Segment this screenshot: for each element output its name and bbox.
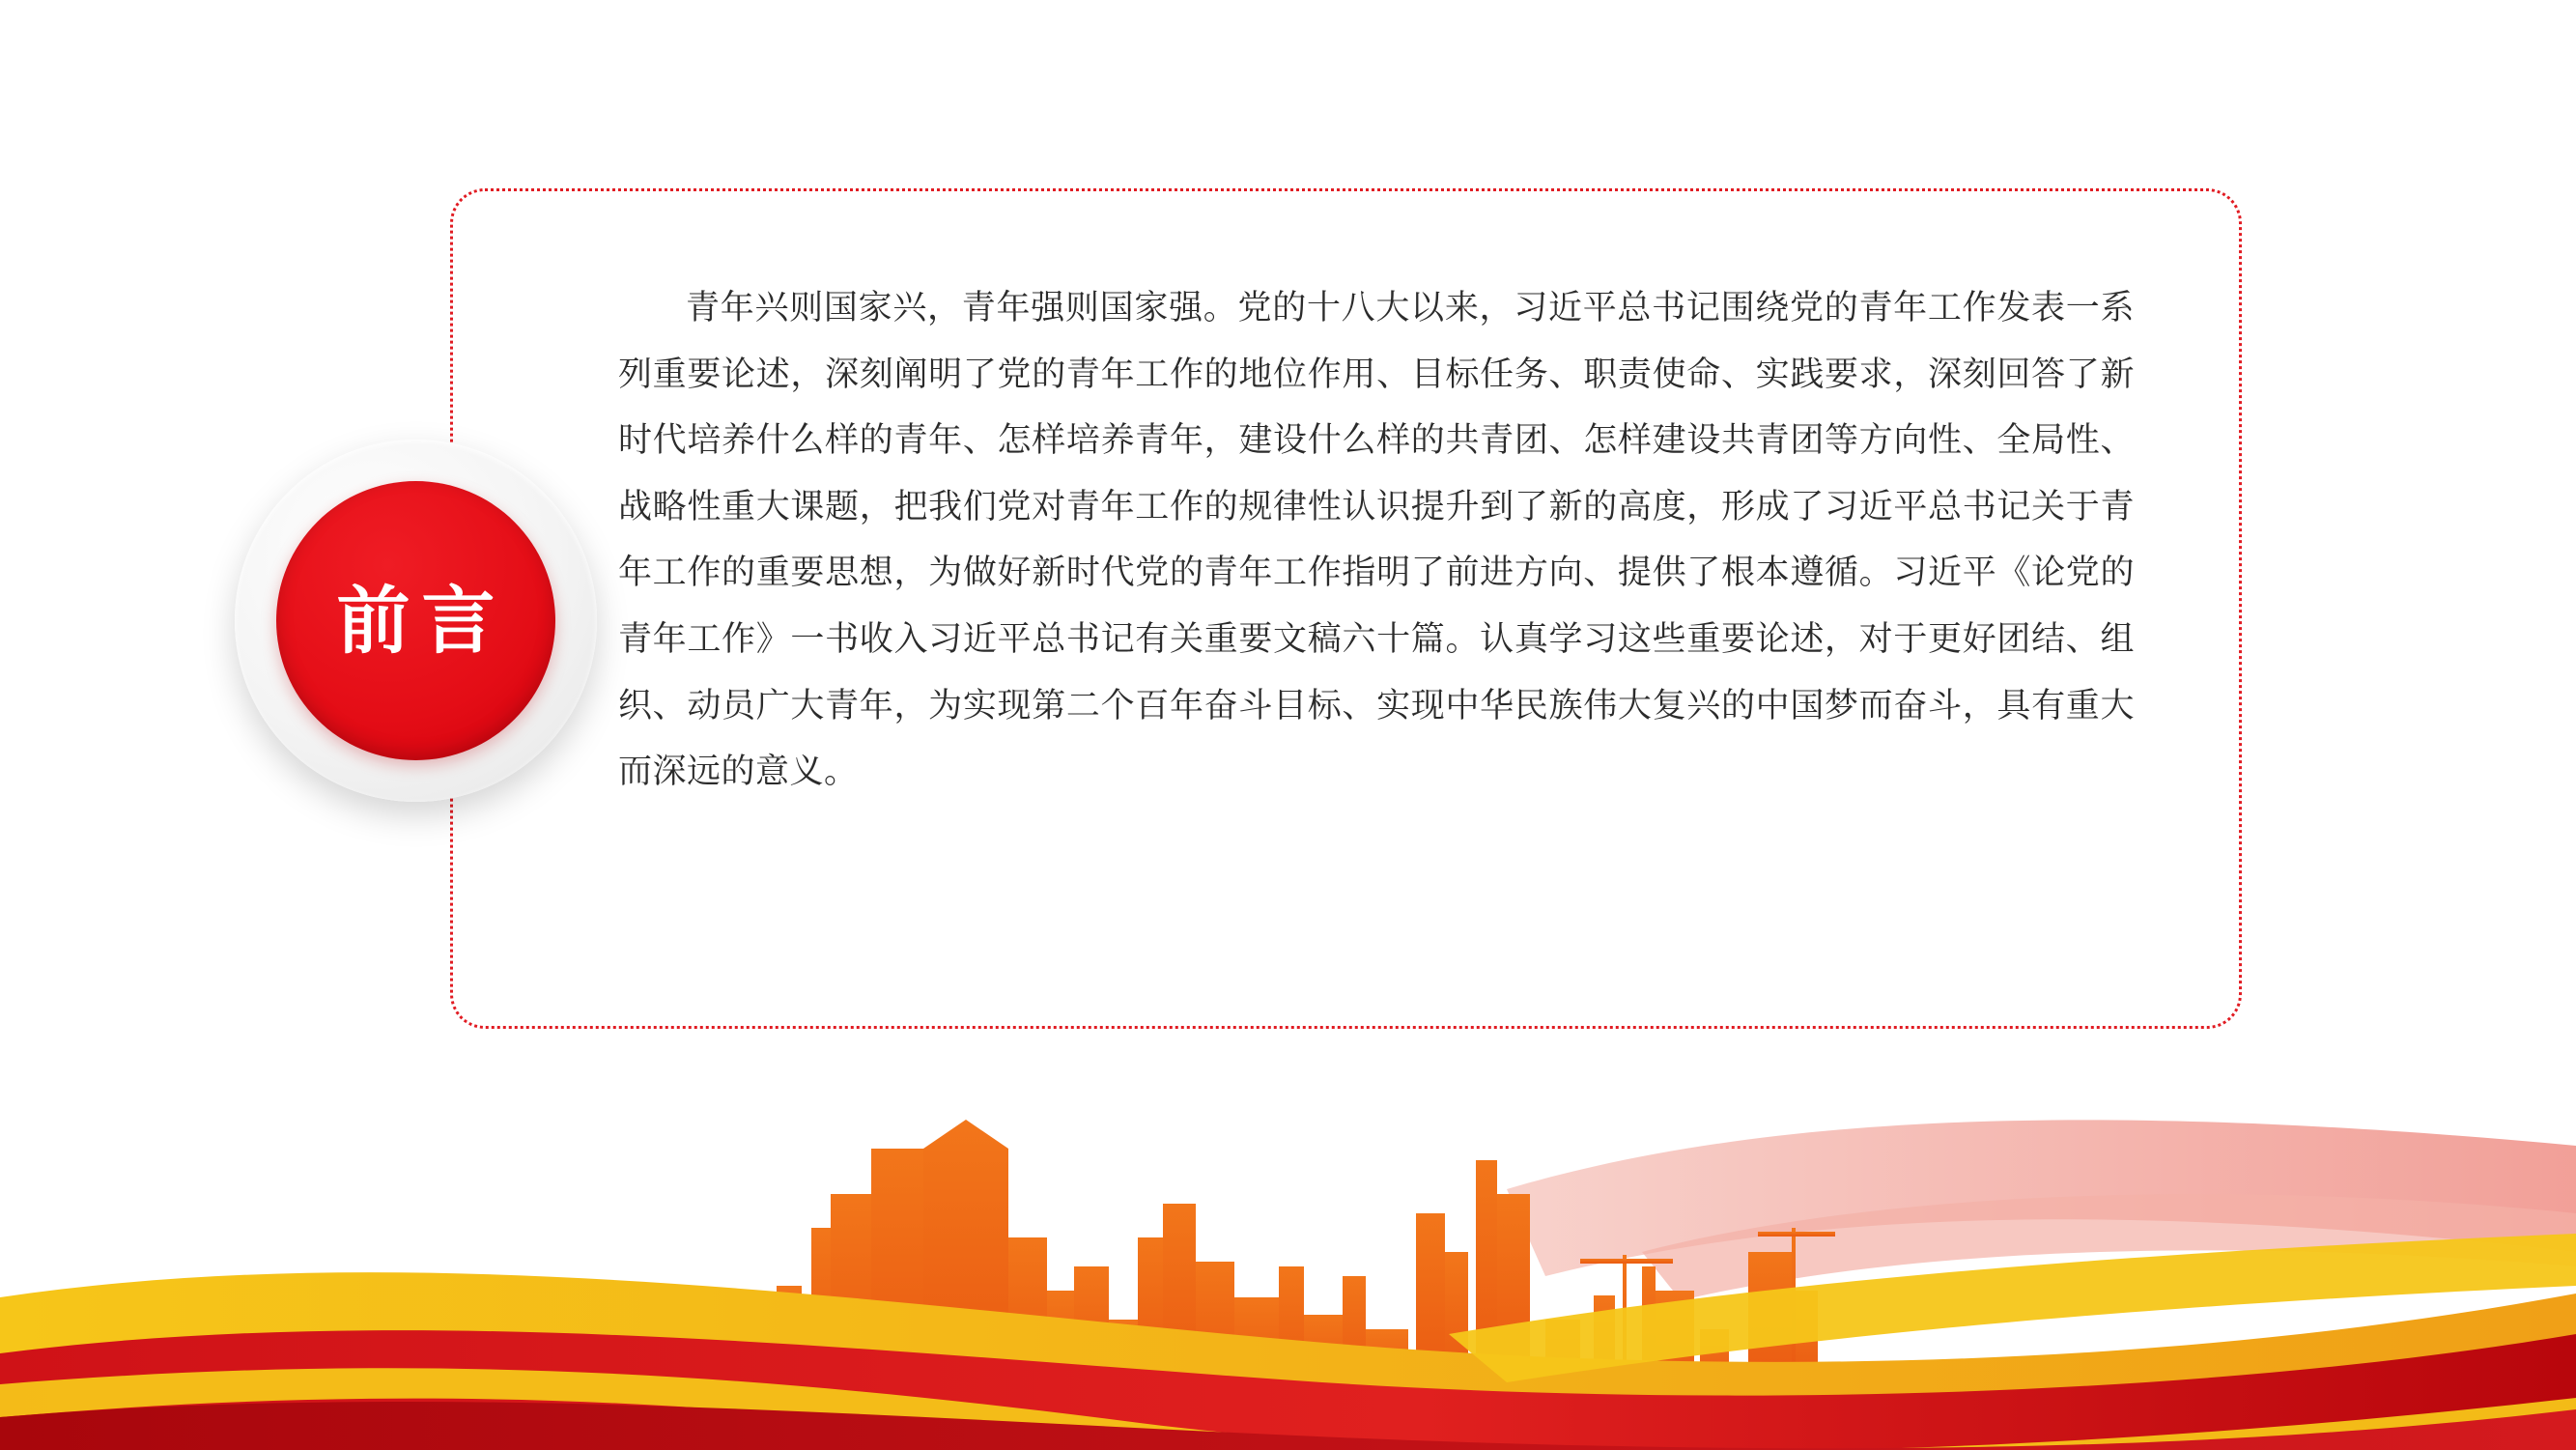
preface-badge [235, 440, 597, 802]
badge-label: 前言 [336, 577, 507, 664]
decoration-svg [0, 1044, 2576, 1450]
preface-paragraph: 青年兴则国家兴，青年强则国家强。党的十八大以来，习近平总书记围绕党的青年工作发表一系列重要论述，深刻阐明了党的青年工作的地位作用、目标任务、职责使命、实践要求，深刻回答了新时代培养什么样的青年、怎样培养青年，建设什么样的共青团、怎样建设共青团等方向性、全局性、战略性重大课题，把我们党对青年工作的规律性认识提升到了新的高度，形成了习近平总书记关于青年工作的重要思想，为做好新时代党的青年工作指明了前进方向、提供了根本遵循。习近平《论党的青年工作》一书收入习近平总书记有关重要文稿六十篇。认真学习这些重要论述，对于更好团结、组织、动员广大青年，为实现第二个百年奋斗目标、实现中华民族伟大复兴的中国梦而奋斗，具有重大而深远的意义。 [618, 289, 2135, 791]
bottom-decoration [0, 1044, 2576, 1450]
badge-inner-circle [276, 481, 555, 760]
